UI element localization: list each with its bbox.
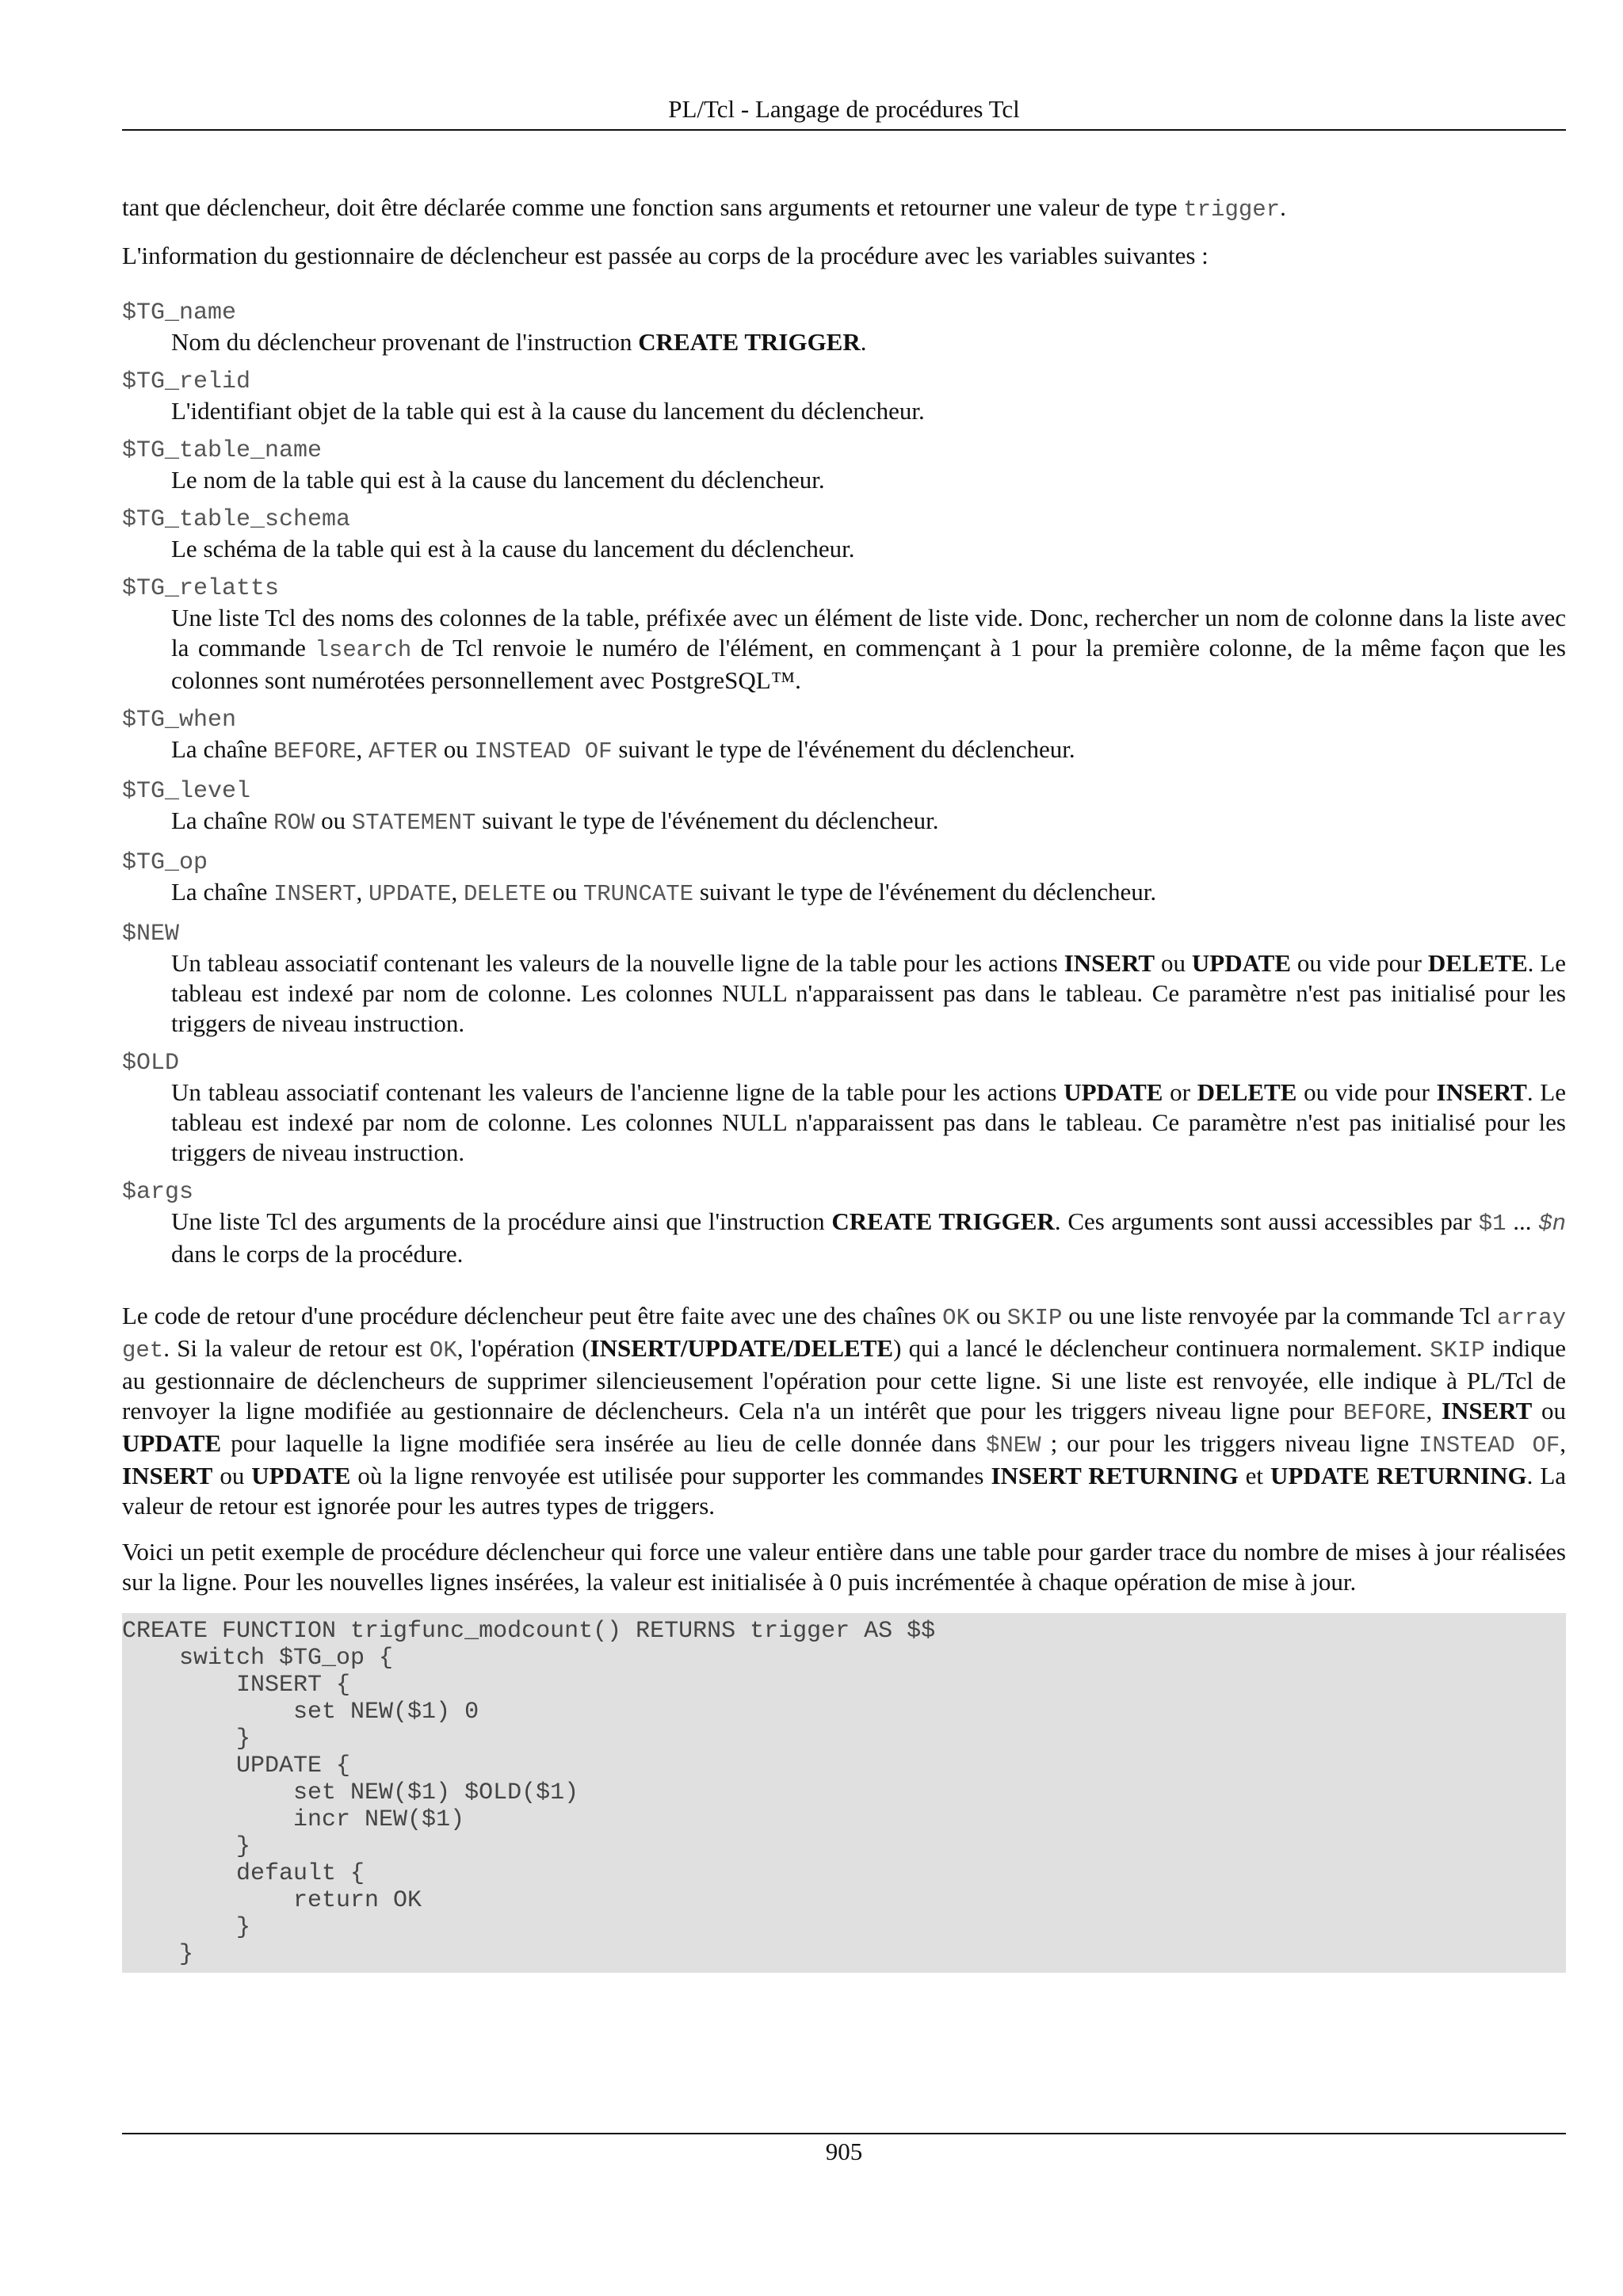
def-text: suivant le type de l'événement du déclencheur. xyxy=(693,878,1157,906)
var-definition xyxy=(171,1077,1566,1168)
para-text: pour laquelle la ligne modifiée sera insérée au lieu de celle donnée dans xyxy=(221,1429,986,1457)
code-skip: SKIP xyxy=(1430,1337,1485,1363)
para-text: , xyxy=(1560,1429,1566,1457)
para-text: ; our pour les triggers niveau ligne xyxy=(1041,1429,1419,1457)
def-text: La chaîne xyxy=(171,735,274,763)
intro-paragraph-2: L'information du gestionnaire de déclencheur est passée au corps de la procédure avec les variables suivantes : xyxy=(122,242,1209,269)
def-bold: DELETE xyxy=(1427,949,1528,977)
def-text: de Tcl renvoie le numéro de l'élément, en commençant à 1 pour la première colonne, de la même façon que les colonnes sont numérotées personnellement avec PostgreSQL™. xyxy=(171,634,1566,694)
var-definition xyxy=(171,948,1566,1039)
def-text: , xyxy=(451,878,464,906)
var-term: $TG_table_schema xyxy=(122,506,351,533)
code-insert: INSERT xyxy=(273,881,357,907)
var-definition xyxy=(171,806,1566,838)
code-statement: STATEMENT xyxy=(351,810,476,836)
code-trigger: trigger xyxy=(1183,196,1281,223)
page-number: 905 xyxy=(825,2138,863,2165)
intro-text: tant que déclencheur, doit être déclarée comme une fonction sans arguments et retourner une valeur de type xyxy=(122,193,1184,221)
def-bold: INSERT xyxy=(1436,1078,1527,1106)
def-text: dans le corps de la procédure. xyxy=(171,1240,464,1268)
def-text: or xyxy=(1163,1078,1197,1106)
def-text: ou xyxy=(315,807,352,834)
code-delete: DELETE xyxy=(463,881,547,907)
def-text: ou xyxy=(546,878,583,906)
var-definition xyxy=(171,1207,1566,1269)
def-text: Nom du déclencheur provenant de l'instruction xyxy=(171,328,639,356)
def-text: ou vide pour xyxy=(1291,949,1428,977)
def-text: . Le tableau est indexé par nom de colonne. Les colonnes NULL n'apparaissent pas dans le tableau. Ce paramètre n'est pas initialisé pour les triggers de niveau instruction. xyxy=(171,1078,1567,1166)
code-update: UPDATE xyxy=(369,881,452,907)
def-text: La chaîne xyxy=(171,878,274,906)
def-text: suivant le type de l'événement du déclencheur. xyxy=(475,807,939,834)
page-body xyxy=(122,193,1566,1973)
bold-insert: INSERT xyxy=(1441,1397,1533,1425)
code-ok: OK xyxy=(429,1337,457,1363)
code-example-block: CREATE FUNCTION trigfunc_modcount() RETURNS trigger AS $$ switch $TG_op { INSERT { set NEW($1) 0 } UPDATE { set NEW($1) $OLD($1) incr NEW($1) } default { return OK } } xyxy=(122,1613,1566,1973)
def-bold: DELETE xyxy=(1197,1078,1297,1106)
para-text: , xyxy=(1426,1397,1442,1425)
code-dollar-1: $1 xyxy=(1478,1211,1507,1237)
code-lsearch: lsearch xyxy=(315,637,412,663)
def-text: , xyxy=(356,735,369,763)
para-text: Le code de retour d'une procédure déclencheur peut être faite avec une des chaînes xyxy=(122,1302,943,1329)
para-text: ou xyxy=(969,1302,1007,1329)
bold-slash: / xyxy=(680,1334,688,1362)
var-term: $OLD xyxy=(122,1050,180,1077)
def-text: Une liste Tcl des arguments de la procédure ainsi que l'instruction xyxy=(171,1207,832,1235)
code-array-get: array get xyxy=(122,1305,1566,1363)
para-text: . Si la valeur de retour est xyxy=(163,1334,430,1362)
def-text: , xyxy=(356,878,369,906)
code-dollar-n xyxy=(1538,1211,1566,1237)
def-text: Une liste Tcl des noms des colonnes de la table, préfixée avec un élément de liste vide. Donc, rechercher un nom de colonne dans la liste avec la commande xyxy=(171,604,1566,662)
code-before: BEFORE xyxy=(1343,1400,1426,1426)
para-text: , l'opération ( xyxy=(456,1334,590,1362)
code-skip: SKIP xyxy=(1006,1305,1063,1331)
para-text: où la ligne renvoyée est utilisée pour supporter les commandes xyxy=(350,1462,991,1489)
intro-end: . xyxy=(1280,193,1286,221)
def-text: . xyxy=(860,328,867,356)
var-term: $TG_relid xyxy=(122,368,251,395)
var-definition xyxy=(171,877,1566,910)
def-text: ou xyxy=(1155,949,1192,977)
def-text: ou vide pour xyxy=(1296,1078,1437,1106)
bold-insert-returning: INSERT RETURNING xyxy=(991,1462,1239,1489)
var-term: $TG_relatts xyxy=(122,575,280,602)
def-text: suivant le type de l'événement du déclencheur. xyxy=(612,735,1075,763)
running-header: PL/Tcl - Langage de procédures Tcl xyxy=(668,95,1020,123)
code-instead-of: INSTEAD OF xyxy=(474,738,613,765)
def-bold: UPDATE xyxy=(1064,1078,1163,1106)
var-definition: Le schéma de la table qui est à la cause du lancement du déclencheur. xyxy=(171,535,855,563)
variable-list xyxy=(122,299,1566,1269)
bold-slash: / xyxy=(786,1334,794,1362)
para-text: et xyxy=(1238,1462,1270,1489)
var-term: $TG_name xyxy=(122,299,237,326)
code-row: ROW xyxy=(273,810,315,836)
para-text: indique au gestionnaire de déclencheurs de supprimer silencieusement l'opération pour cette ligne. Si une liste est renvoyée, elle indique à PL/Tcl de renvoyer la ligne modifiée au gestionnaire de déclencheurs. Cela n'a un intérêt que pour les triggers niveau ligne pour xyxy=(122,1334,1566,1425)
var-definition xyxy=(171,327,1566,357)
def-bold: CREATE TRIGGER xyxy=(831,1207,1055,1235)
def-bold: UPDATE xyxy=(1191,949,1292,977)
def-text: ... xyxy=(1506,1207,1539,1235)
code-after: AFTER xyxy=(369,738,438,765)
bold-insert: INSERT xyxy=(122,1462,213,1489)
code-dollar-n-italic: $n xyxy=(1538,1211,1567,1237)
var-term: $TG_when xyxy=(122,707,237,734)
example-intro-paragraph: Voici un petit exemple de procédure déclencheur qui force une valeur entière dans une table pour garder trace du nombre de mises à jour réalisées sur la ligne. Pour les nouvelles lignes insérées, la valeur est initialisée à 0 puis incrémentée à chaque opération de mise à jour. xyxy=(122,1538,1566,1596)
bold-update: UPDATE xyxy=(251,1462,351,1489)
code-ok: OK xyxy=(942,1305,970,1331)
bold-update: UPDATE xyxy=(687,1334,787,1362)
header-rule xyxy=(122,129,1566,131)
para-text: ) qui a lancé le déclencheur continuera normalement. xyxy=(893,1334,1430,1362)
var-definition: L'identifiant objet de la table qui est à la cause du lancement du déclencheur. xyxy=(171,397,925,425)
def-text: La chaîne xyxy=(171,807,274,834)
code-before: BEFORE xyxy=(273,738,357,765)
bold-insert: INSERT xyxy=(590,1334,681,1362)
para-text: . La valeur de retour est ignorée pour les autres types de triggers. xyxy=(122,1462,1567,1520)
para-text: ou xyxy=(1532,1397,1567,1425)
var-term: $TG_level xyxy=(122,778,251,805)
bold-delete: DELETE xyxy=(793,1334,894,1362)
def-text: ou xyxy=(437,735,475,763)
bold-update-returning: UPDATE RETURNING xyxy=(1270,1462,1527,1489)
var-term: $NEW xyxy=(122,921,180,948)
def-text: Un tableau associatif contenant les valeurs de l'ancienne ligne de la table pour les actions xyxy=(171,1078,1064,1106)
return-code-paragraph xyxy=(122,1301,1566,1521)
intro-paragraph xyxy=(122,193,1566,225)
def-text: Un tableau associatif contenant les valeurs de la nouvelle ligne de la table pour les actions xyxy=(171,949,1064,977)
def-bold: CREATE TRIGGER xyxy=(638,328,861,356)
code-new: $NEW xyxy=(985,1432,1041,1459)
var-term: $TG_table_name xyxy=(122,437,323,464)
def-text: . Le tableau est indexé par nom de colonne. Les colonnes NULL n'apparaissent pas dans le tableau. Ce paramètre n'est pas initialisé pour les triggers de niveau instruction. xyxy=(171,949,1566,1037)
var-definition: Le nom de la table qui est à la cause du lancement du déclencheur. xyxy=(171,466,825,494)
var-definition xyxy=(171,734,1566,767)
def-bold: INSERT xyxy=(1064,949,1155,977)
code-instead-of: INSTEAD OF xyxy=(1418,1432,1560,1459)
bold-update: UPDATE xyxy=(122,1429,222,1457)
code-truncate: TRUNCATE xyxy=(582,881,694,907)
var-term: $TG_op xyxy=(122,849,208,876)
var-definition xyxy=(171,603,1566,696)
var-term: $args xyxy=(122,1179,194,1206)
para-text: ou une liste renvoyée par la commande Tcl xyxy=(1062,1302,1497,1329)
def-text: . Ces arguments sont aussi accessibles par xyxy=(1054,1207,1479,1235)
para-text: ou xyxy=(212,1462,252,1489)
